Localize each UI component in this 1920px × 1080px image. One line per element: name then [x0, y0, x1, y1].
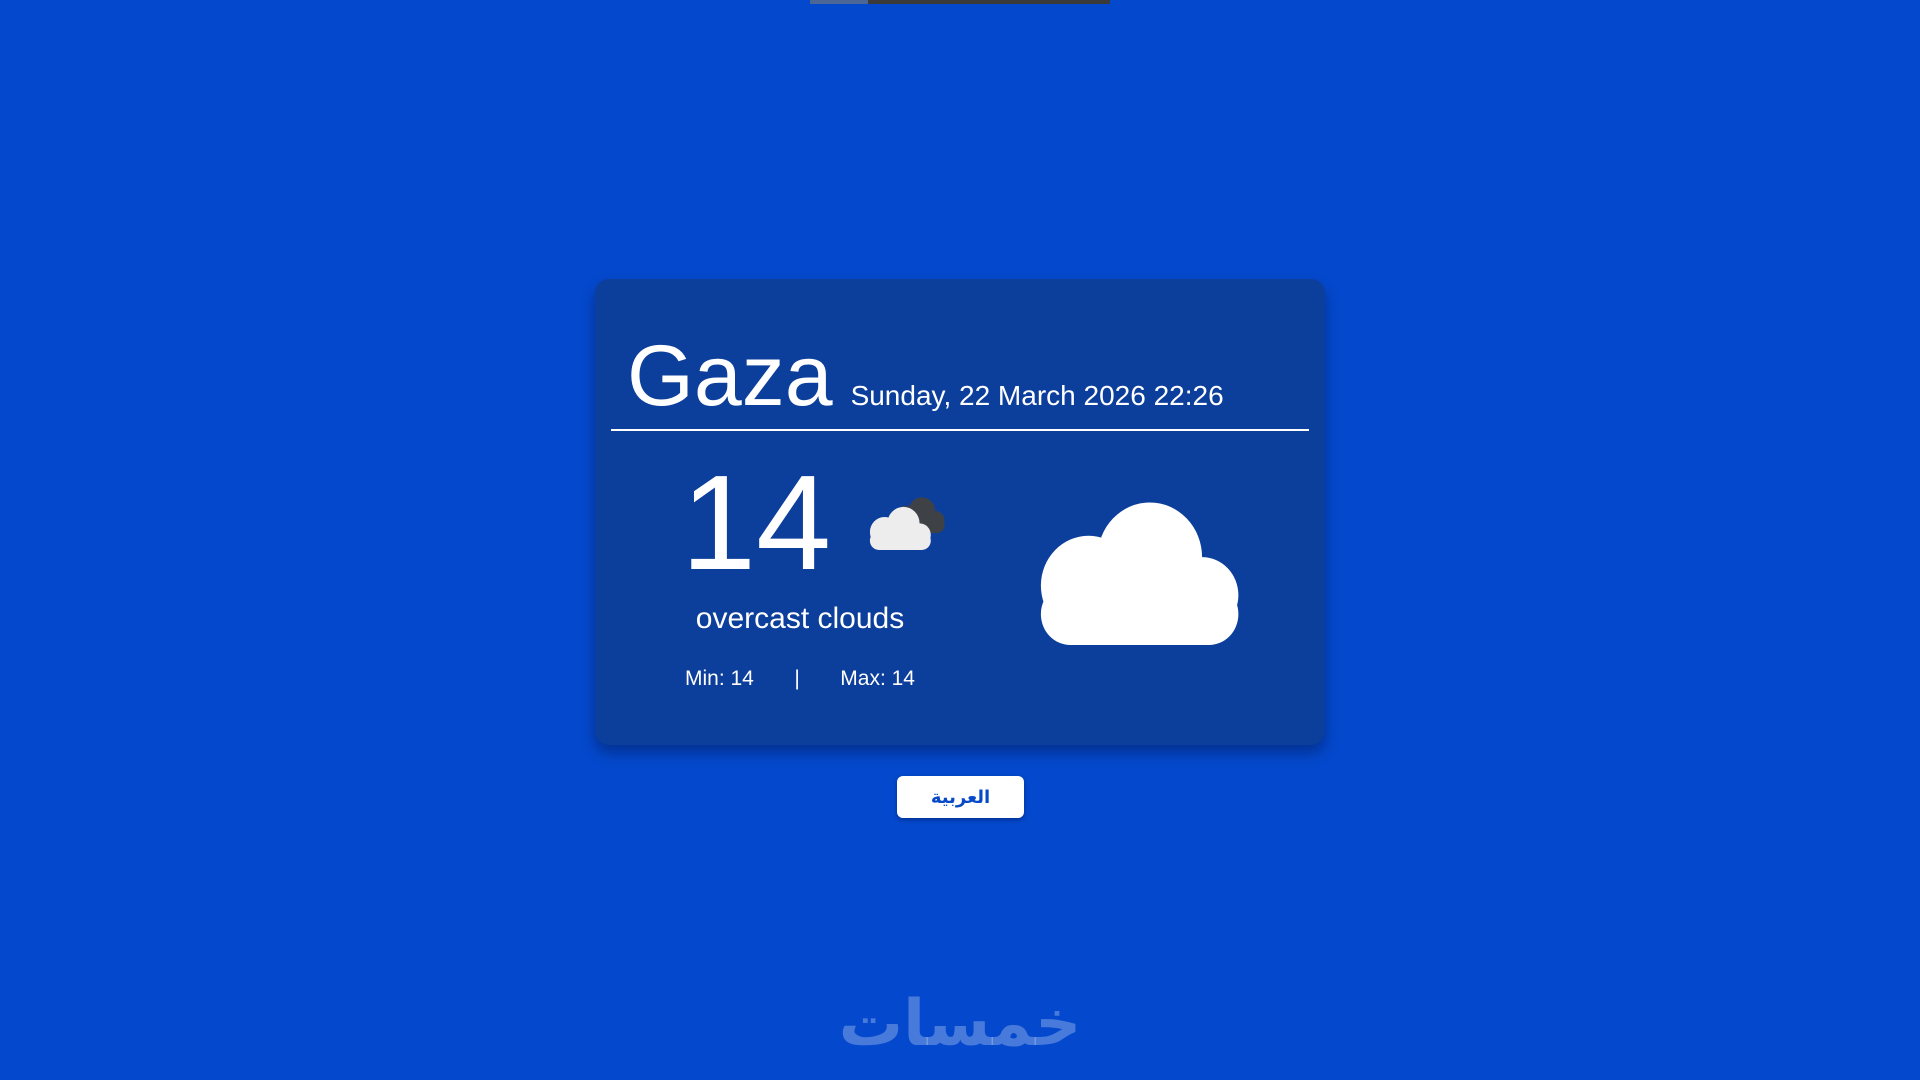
clipped-top-bar — [810, 0, 1110, 4]
date-time: Sunday, 22 March 2026 22:26 — [850, 380, 1224, 411]
overcast-clouds-icon — [865, 495, 948, 550]
card-header — [627, 328, 1309, 424]
min-max-row — [685, 667, 915, 691]
min-temperature: Min: 14 — [685, 666, 754, 690]
khamsat-watermark: خمسات — [838, 987, 1082, 1061]
max-temperature: Max: 14 — [840, 666, 915, 690]
weather-description: overcast clouds — [695, 602, 905, 635]
temperature-line — [681, 447, 919, 598]
cloud-icon — [1025, 493, 1252, 645]
cloud-front-icon — [865, 504, 935, 550]
city-name: Gaza — [627, 328, 833, 424]
top-bar-segment-left — [810, 0, 868, 4]
header-divider — [611, 429, 1309, 431]
temperature-block — [681, 447, 919, 691]
temperature-value: 14 — [681, 447, 832, 598]
top-bar-segment-right — [868, 0, 1110, 4]
min-max-divider: | — [794, 666, 800, 690]
arabic-language-button[interactable]: العربية — [897, 776, 1024, 818]
weather-card — [595, 279, 1325, 745]
